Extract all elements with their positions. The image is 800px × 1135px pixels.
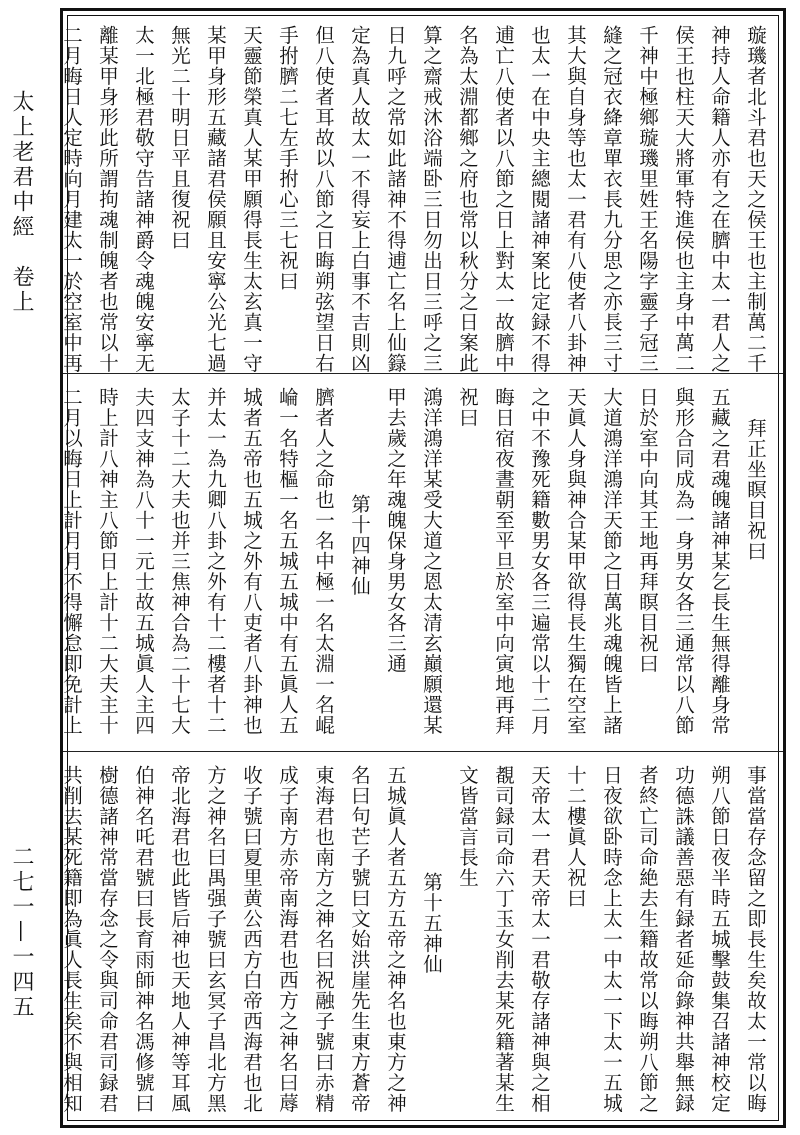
text-column: 東海君也南方之神名曰祝融子號曰赤精 bbox=[312, 765, 335, 1114]
text-columns bbox=[60, 765, 773, 1114]
page-number-margin: 二七一—一四五 bbox=[9, 845, 34, 1020]
text-column: 夫四支神為八十一元士故五城眞人主四 bbox=[132, 387, 155, 736]
text-column: 定為真人故太一不得妄上白事不吉則凶 bbox=[348, 25, 371, 374]
text-column: 十二樓眞人祝曰 bbox=[564, 765, 587, 909]
text-column: 臍者人之命也一名中極一名太淵一名崐 bbox=[312, 387, 335, 736]
text-column: 伯神名吒君號曰長育雨師神名馮修號曰 bbox=[132, 765, 155, 1114]
text-column: 收子號曰夏里黄公西方白帝西海君也北 bbox=[240, 765, 263, 1114]
text-column: 時上計八神主八節日上計十二大夫主十 bbox=[96, 387, 119, 736]
text-column: 方之神名曰禺强子號曰玄冥子昌北方黑 bbox=[204, 765, 227, 1114]
text-column: 事當當存念留之即長生矣故太一常以晦 bbox=[744, 765, 767, 1114]
text-column: 某甲身形五藏諸君侯願且安寧公光七過 bbox=[204, 25, 227, 374]
text-column: 無光二十明日平且復祝曰 bbox=[168, 25, 191, 251]
text-column: 天帝太一君天帝太一君敬存諸神與之相 bbox=[528, 765, 551, 1114]
text-column: 天靈節榮真人某甲願得長生太玄真一守 bbox=[240, 25, 263, 374]
text-column: 者終亡司命絶去生籍故常以晦朔八節之 bbox=[636, 765, 659, 1114]
text-column: 太一北極君敬守告諸神爵令魂魄安寧无 bbox=[132, 25, 155, 374]
section-heading: 第十五神仙 bbox=[420, 872, 443, 975]
text-column: 手拊臍二七左手拊心三七祝曰 bbox=[276, 25, 299, 292]
text-column: 五藏之君魂魄諸神某乞長生無得離身常 bbox=[708, 387, 731, 736]
text-column: 縫之冠衣絳章單衣長九分思之亦長三寸 bbox=[600, 25, 623, 374]
text-column: 神持人命籍人亦有之在臍中太一君人之 bbox=[708, 25, 731, 374]
text-column: 離某甲身形此所謂拘魂制魄者也常以十 bbox=[96, 25, 119, 374]
text-columns bbox=[60, 25, 773, 374]
text-column: 甲去歲之年魂魄保身男女各三通 bbox=[384, 387, 407, 674]
text-columns bbox=[60, 387, 773, 741]
text-column: 日夜欲卧時念上太一中太一下太一五城 bbox=[600, 765, 623, 1114]
text-column: 鴻洋鴻洋某受大道之恩太清玄巔願還某 bbox=[420, 387, 443, 736]
text-column: 算之齋戒沐浴端卧三日勿出日三呼之三 bbox=[420, 25, 443, 374]
text-column: 二月晦日人定時向月建太一於空室中再 bbox=[60, 25, 83, 374]
book-title-margin: 太上老君中經 卷上 bbox=[9, 90, 34, 315]
text-column: 帝北海君也此皆后神也天地人神等耳風 bbox=[168, 765, 191, 1114]
text-column: 城者五帝也五城之外有八吏者八卦神也 bbox=[240, 387, 263, 736]
text-column: 太子十二大夫也并三焦神合為二十七大 bbox=[168, 387, 191, 736]
text-column: 五城眞人者五方五帝之神名也東方之神 bbox=[384, 765, 407, 1114]
section-heading: 第十四神仙 bbox=[348, 494, 371, 597]
text-panel-bottom bbox=[60, 751, 783, 1123]
text-column: 天眞人身與神合某甲欲得長生獨在空室 bbox=[564, 387, 587, 736]
text-column: 其大與自身等也太一君有八使者八卦神 bbox=[564, 25, 587, 374]
text-column: 成子南方赤帝南海君也西方之神名曰蓐 bbox=[276, 765, 299, 1114]
text-column: 崘一名特樞一名五城五城中有五眞人五 bbox=[276, 387, 299, 736]
text-column: 逋亡八使者以八節之日上對太一故臍中 bbox=[492, 25, 515, 374]
text-column: 晦日宿夜晝朝至平旦於室中向寅地再拜 bbox=[492, 387, 515, 736]
text-column: 朔八節日夜半時五城擊鼓集召諸神校定 bbox=[708, 765, 731, 1114]
text-column: 日九呼之常如此諸神不得逋亡名上仙籙 bbox=[384, 25, 407, 374]
text-column: 樹德諸神常當存念之令與司命君司録君 bbox=[96, 765, 119, 1114]
text-column: 文皆當言長生 bbox=[456, 765, 479, 888]
text-column: 功德誅議善惡有録者延命錄神共舉無録 bbox=[672, 765, 695, 1114]
text-frame bbox=[60, 8, 786, 1128]
text-column: 與形合同成為一身男女各三通常以八節 bbox=[672, 387, 695, 736]
text-column: 侯王也柱天大將軍特進侯也主身中萬二 bbox=[672, 25, 695, 374]
text-column: 并太一為九卿八卦之外有十二樓者十二 bbox=[204, 387, 227, 736]
text-column: 共削去某死籍即為眞人長生矣不與相知 bbox=[60, 765, 83, 1114]
text-column: 之中不豫死籍數男女各三遍常以十二月 bbox=[528, 387, 551, 736]
text-column: 璇璣者北斗君也天之侯王也主制萬二千 bbox=[744, 25, 767, 374]
text-column: 名為太淵都鄉之府也常以秋分之日案此 bbox=[456, 25, 479, 374]
text-column: 也太一在中央主總閱諸神案比定録不得 bbox=[528, 25, 551, 374]
text-panel-middle bbox=[60, 373, 783, 751]
text-column: 覩司録司命六丁玉女削去某死籍著某生 bbox=[492, 765, 515, 1114]
text-column: 名曰句芒子號曰文始洪崖先生東方蒼帝 bbox=[348, 765, 371, 1114]
text-column: 日於室中向其王地再拜瞑目祝曰 bbox=[636, 387, 659, 674]
text-column: 拜正坐瞑目祝曰 bbox=[744, 418, 767, 562]
text-column: 但八使者耳故以八節之日晦朔弦望日右 bbox=[312, 25, 335, 374]
text-panel-top bbox=[60, 11, 783, 374]
text-column: 二月以晦日上計月月不得懈怠即免計上 bbox=[60, 387, 83, 736]
text-column: 千神中極鄉璇璣里姓王名陽字靈子冠三 bbox=[636, 25, 659, 374]
text-column: 大道鴻洋鴻洋天節之日萬兆魂魄皆上諸 bbox=[600, 387, 623, 736]
text-column: 祝曰 bbox=[456, 387, 479, 428]
